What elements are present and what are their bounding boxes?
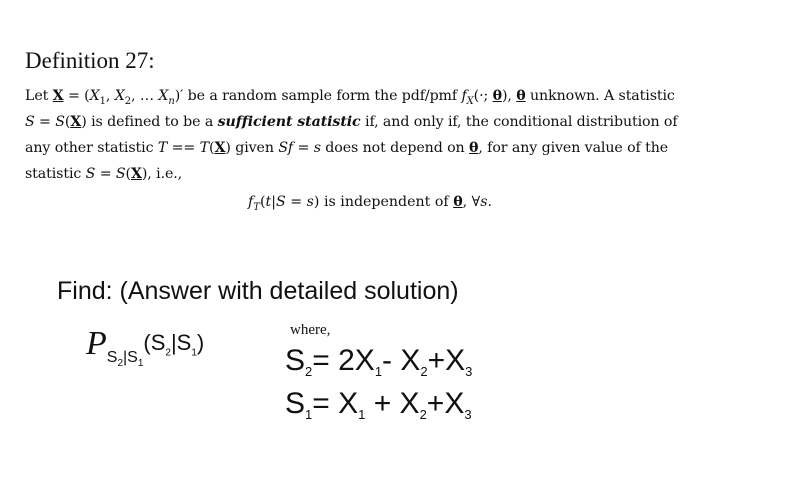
definition-line-1: Let $X = (X_1$, $X_2$, … $X_n)'$ be a random sample form the pdf/pmf $f_X(\cdot$; θ), θ unknown. A statistic xyxy=(25,88,675,107)
sufficiency-formula: $f_T(t|S = s)$ is independent of θ, ∀s. xyxy=(248,194,493,213)
definition-line-4: statistic S = S(X), i.e., xyxy=(25,166,183,182)
equation-s2: $S_2= 2X_1-$ $X_2+X_3$ xyxy=(285,344,473,379)
definition-title: Definition 27: xyxy=(25,48,155,73)
find-heading: Find: (Answer with detailed solution) xyxy=(57,277,459,305)
definition-line-2: S = S(X) is defined to be a sufficient statistic if, and only if, the conditional distribution of xyxy=(25,114,678,130)
definition-line-3: any other statistic T == T(X) given Sf = s does not depend on θ, for any given value of the xyxy=(25,140,669,156)
equation-s1: $S_1= X_1 + X_2+X_3$ xyxy=(285,387,472,422)
conditional-probability-expression: $PS_2|S_1(S_2|S_1)$ xyxy=(86,325,205,370)
where-label: where, xyxy=(290,322,331,338)
